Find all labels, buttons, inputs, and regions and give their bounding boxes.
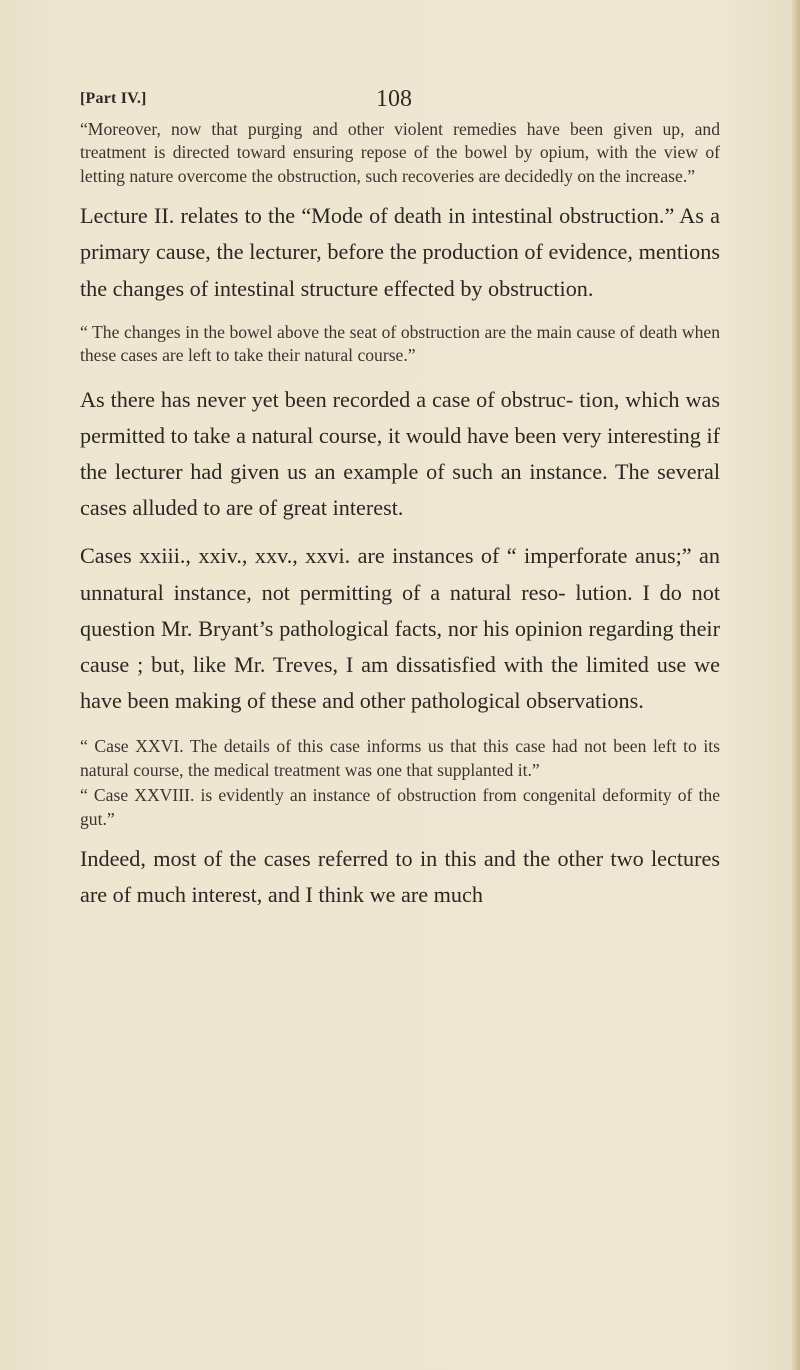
case-xxvi-quote: “ Case XXVI. The details of this case informs us that this case had not been left to its natural course, the medical treatment was one that supplanted it.” xyxy=(80,736,720,780)
changes-quote: “ The changes in the bowel above the seat of obstruction are the main cause of death when these cases are left to take their natural course.” xyxy=(80,321,720,366)
indeed-paragraph: Indeed, most of the cases referred to in this and the other two lectures are of much interest, and I think we are much xyxy=(80,846,720,908)
page-header xyxy=(80,86,720,116)
page-number: 108 xyxy=(376,86,412,112)
page-body xyxy=(80,118,720,914)
as-there-paragraph: As there has never yet been recorded a case of obstruc- tion, which was permitted to take a natural course, it would have been very interesting if the lecturer had given us an example of such an instance. The several cases alluded to are of great interest. xyxy=(80,386,720,521)
case-xxviii-quote: “ Case XXVIII. is evidently an instance of obstruction from congenital deformity of the gut.” xyxy=(80,785,720,829)
page-edge xyxy=(792,0,800,1370)
cases-paragraph: Cases xxiii., xxiv., xxv., xxvi. are instances of “ imperforate anus;” an unnatural instance, not permitting of a natural reso- lution. I do not question Mr. Bryant’s pathological facts, nor his opinion regarding their cause ; but, like Mr. Treves, I am dissatisfied with the limited use we have been making of these and other pathological observations. xyxy=(80,543,720,714)
running-head: [Part IV.] xyxy=(80,90,147,107)
opening-quote: “Moreover, now that purging and other violent remedies have been given up, and treatment is directed toward ensuring repose of the bowel by opium, with the view of letting nature overcome the obstruction, such recoveries are decidedly on the increase.” xyxy=(80,119,720,186)
lecture-two-paragraph: Lecture II. relates to the “Mode of death in intestinal obstruction.” As a primary cause, the lecturer, before the production of evidence, mentions the changes of intestinal structure effected by obstruction. xyxy=(80,203,720,301)
